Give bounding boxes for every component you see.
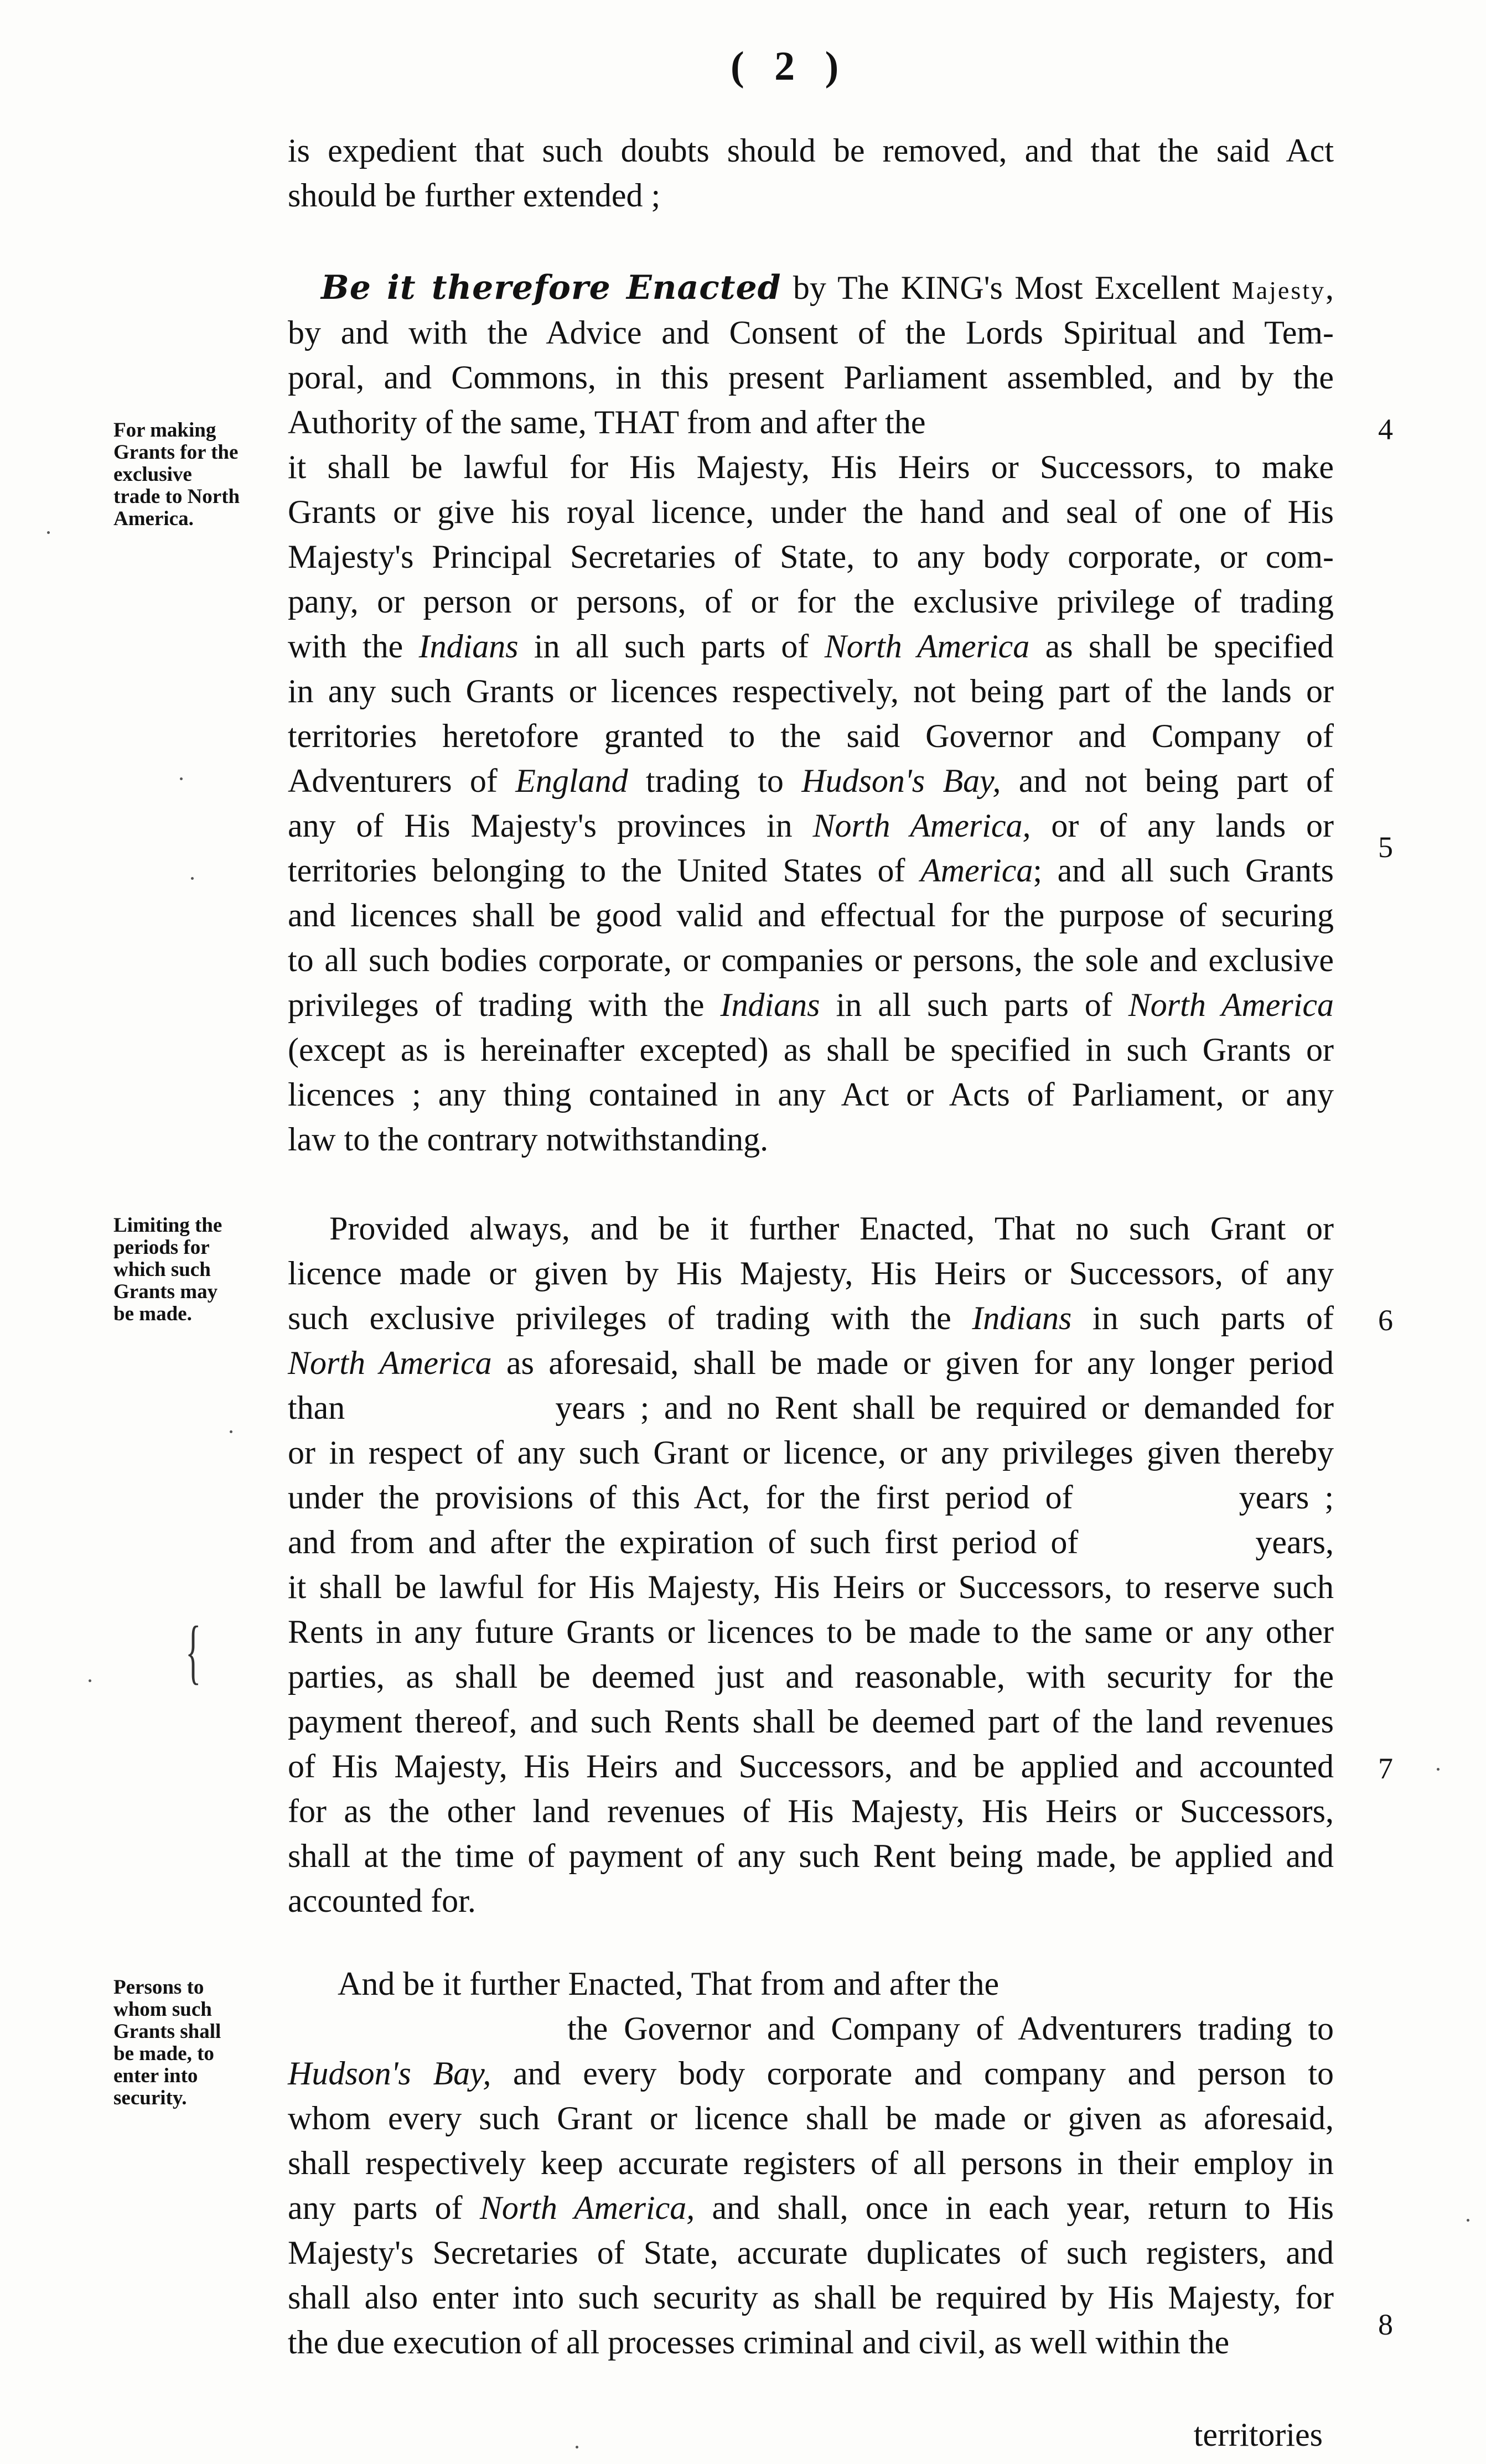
text-line (288, 669, 1334, 714)
text-line (288, 759, 1334, 803)
line-number-7: 7 (1378, 1752, 1393, 1785)
text-line (288, 2275, 1334, 2320)
text-segment: for as the other land revenues of His Majesty, His Heirs or Successors, (288, 1793, 1334, 1829)
text-line (288, 1251, 1334, 1296)
text-segment: poral, and Commons, in this present Parliament assembled, and by the (288, 359, 1334, 396)
text-line (288, 445, 1334, 490)
scan-speck (576, 2446, 578, 2449)
paragraph-enacting-clause (288, 266, 1334, 1162)
text-segment: territories belonging to the United States of (288, 852, 921, 889)
text-segment: years, (1255, 1524, 1334, 1560)
text-segment: it shall be lawful for His Majesty, His Heirs or Successors, to make (288, 449, 1334, 485)
text-segment: North America (288, 1345, 492, 1381)
text-segment: any parts of (288, 2190, 480, 2226)
text-line (288, 624, 1334, 669)
text-line (288, 983, 1334, 1028)
text-segment: whom every such Grant or licence shall be made or given as aforesaid, (288, 2100, 1334, 2136)
text-segment: Majesty's Principal Secretaries of State, to any body corporate, or com- (288, 538, 1334, 575)
text-segment: years ; and no Rent shall be required or demanded for (555, 1389, 1334, 1426)
text-segment: shall at the time of payment of any such Rent being made, be applied and (288, 1838, 1334, 1874)
text-segment: it shall be lawful for His Majesty, His Heirs or Successors, to reserve such (288, 1569, 1334, 1605)
text-segment: any of His Majesty's provinces in (288, 807, 813, 844)
text-line (288, 400, 1334, 445)
text-segment: ; and all such Grants (1033, 852, 1334, 889)
text-line (288, 2230, 1334, 2275)
text-segment: Provided always, and be it further Enacted, That no such Grant or (329, 1210, 1334, 1247)
text-line (288, 173, 1334, 218)
text-line (288, 1834, 1334, 1879)
printed-brace-mark: { (185, 1612, 201, 1692)
text-segment: Hudson's Bay, (288, 2055, 491, 2092)
text-line (288, 2186, 1334, 2230)
text-line (288, 1072, 1334, 1117)
text-line (288, 579, 1334, 624)
scan-speck (1467, 2219, 1469, 2222)
text-line (288, 1654, 1334, 1699)
text-segment: shall also enter into such security as shall be required by His Majesty, for (288, 2279, 1334, 2316)
margin-note-security (113, 1977, 291, 2109)
text-segment: such exclusive privileges of trading with the (288, 1300, 972, 1336)
line-number-8: 8 (1378, 2308, 1393, 2341)
margin-note-line: trade to North (113, 485, 240, 508)
margin-note-line: Persons to (113, 1976, 204, 1999)
text-segment: North America (1128, 987, 1334, 1023)
text-segment: payment thereof, and such Rents shall be deemed part of the land revenues (288, 1703, 1334, 1740)
text-line (288, 1962, 1334, 2006)
text-line (288, 938, 1334, 983)
text-segment: Majesty's Secretaries of State, accurate duplicates of such registers, and (288, 2234, 1334, 2271)
margin-note-line: Limiting the (113, 1214, 222, 1237)
margin-note-line: America. (113, 507, 194, 530)
text-line (288, 2320, 1334, 2365)
text-segment: , (1326, 269, 1334, 306)
text-segment: and shall, once in each year, return to His (695, 2190, 1334, 2226)
text-line (288, 893, 1334, 938)
text-segment: and licences shall be good valid and effectual for the purpose of securing (288, 897, 1334, 933)
line-number-4: 4 (1378, 413, 1393, 446)
text-line (288, 1565, 1334, 1610)
text-line (288, 1475, 1334, 1520)
catchword: territories (1193, 2416, 1323, 2453)
text-segment: the due execution of all processes criminal and civil, as well within the (288, 2324, 1230, 2361)
text-segment: and every body corporate and company and person to (491, 2055, 1334, 2092)
text-segment: America (920, 852, 1033, 889)
margin-note-line: which such (113, 1258, 211, 1281)
text-line (288, 2096, 1334, 2141)
margin-note-line: whom such (113, 1998, 212, 2021)
text-segment: accounted for. (288, 1882, 476, 1919)
text-segment: Indians (972, 1300, 1072, 1336)
text-segment: Indians (720, 987, 820, 1023)
text-segment: in all such parts of (820, 987, 1128, 1023)
text-line (288, 1430, 1334, 1475)
text-line (288, 266, 1334, 310)
text-segment: is expedient that such doubts should be removed, and that the said Act (288, 132, 1334, 169)
text-segment: in such parts of (1071, 1300, 1334, 1336)
text-segment: in any such Grants or licences respectively, not being part of the lands or (288, 673, 1334, 709)
text-segment: and from and after the expiration of such first period of (288, 1524, 1079, 1560)
text-segment: Authority of the same, THAT from and after the (288, 404, 926, 440)
text-line (288, 1341, 1334, 1386)
text-segment: (except as is hereinafter excepted) as shall be specified in such Grants or (288, 1031, 1334, 1068)
text-segment: trading to (628, 762, 802, 799)
text-segment: of His Majesty, His Heirs and Successors, and be applied and accounted (288, 1748, 1334, 1785)
text-segment: as aforesaid, shall be made or given for any longer period (491, 1345, 1334, 1381)
text-segment: by and with the Advice and Consent of the Lords Spiritual and Tem- (288, 314, 1334, 351)
text-segment: years ; (1239, 1479, 1334, 1516)
margin-note-grant-periods (113, 1215, 291, 1325)
text-segment: with the (288, 628, 419, 665)
text-segment: Adventurers of (288, 762, 516, 799)
text-segment: North America, (812, 807, 1031, 844)
scan-speck (1437, 1768, 1440, 1771)
scan-speck (89, 1679, 91, 1682)
text-line (288, 1610, 1334, 1654)
text-line (288, 1744, 1334, 1789)
scan-speck (180, 777, 183, 780)
line-number-6: 6 (1378, 1304, 1393, 1337)
text-line (288, 1789, 1334, 1834)
text-segment: pany, or person or persons, of or for the exclusive privilege of trading (288, 583, 1334, 620)
margin-note-line: security. (113, 2087, 187, 2109)
text-segment: the Governor and Company of Adventurers trading to (567, 2010, 1334, 2047)
text-segment: shall respectively keep accurate registers of all persons in their employ in (288, 2145, 1334, 2181)
text-line (288, 1028, 1334, 1072)
text-segment: Be it therefore Enacted (321, 268, 781, 307)
scan-speck (191, 877, 194, 880)
margin-note-line: Grants for the (113, 441, 239, 464)
text-segment: in all such parts of (518, 628, 825, 665)
text-segment: North America, (479, 2190, 695, 2226)
text-segment: licence made or given by His Majesty, His Heirs or Successors, of any (288, 1255, 1334, 1291)
margin-note-line: be made, to (113, 2042, 214, 2065)
text-segment: territories heretofore granted to the said Governor and Company of (288, 718, 1334, 754)
text-segment: Grants or give his royal licence, under the hand and seal of one of His (288, 494, 1334, 530)
text-segment: to all such bodies corporate, or companies or persons, the sole and exclusive (288, 942, 1334, 978)
text-line (288, 310, 1334, 355)
text-line (288, 355, 1334, 400)
text-line (288, 803, 1334, 848)
text-segment: or of any lands or (1031, 807, 1334, 844)
text-segment: Indians (418, 628, 519, 665)
text-line (288, 848, 1334, 893)
text-line (288, 2006, 1334, 2051)
text-line (288, 128, 1334, 173)
text-line (288, 535, 1334, 579)
scan-speck (230, 1430, 232, 1433)
paragraph-preamble-end (288, 128, 1334, 218)
text-line (288, 1879, 1334, 1923)
text-segment: as shall be specified (1029, 628, 1334, 665)
text-segment: North America (824, 628, 1030, 665)
text-segment: licences ; any thing contained in any Act or Acts of Parliament, or any (288, 1076, 1334, 1113)
text-segment: parties, as shall be deemed just and reasonable, with security for the (288, 1658, 1334, 1695)
text-line (288, 1296, 1334, 1341)
text-segment: should be further extended ; (288, 177, 661, 214)
text-segment: Hudson's Bay, (801, 762, 1001, 799)
margin-note-line: Grants may (113, 1280, 218, 1303)
text-segment: under the provisions of this Act, for the first period of (288, 1479, 1073, 1516)
margin-note-line: be made. (113, 1303, 192, 1325)
margin-note-line: periods for (113, 1236, 210, 1259)
margin-note-exclusive-trade (113, 419, 291, 530)
text-segment: England (515, 762, 628, 799)
text-line (288, 1206, 1334, 1251)
line-number-5: 5 (1378, 831, 1393, 864)
text-segment: by The KING's Most Excellent (781, 269, 1232, 306)
paragraph-registers-security (288, 1962, 1334, 2365)
text-line (288, 2141, 1334, 2186)
margin-note-line: exclusive (113, 463, 192, 486)
text-segment: or in respect of any such Grant or licence, or any privileges given thereby (288, 1434, 1334, 1471)
text-line (288, 714, 1334, 759)
text-line (288, 2051, 1334, 2096)
text-line (288, 1117, 1334, 1162)
text-segment: law to the contrary notwithstanding. (288, 1121, 769, 1158)
text-segment: and not being part of (1001, 762, 1334, 799)
margin-note-line: enter into (113, 2064, 198, 2087)
text-line (288, 1520, 1334, 1565)
text-segment: And be it further Enacted, That from and after the (338, 1965, 1000, 2002)
text-line (288, 490, 1334, 535)
text-segment: than (288, 1389, 345, 1426)
text-line (288, 1386, 1334, 1430)
text-segment: Rents in any future Grants or licences to be made to the same or any other (288, 1614, 1334, 1650)
text-segment: privileges of trading with the (288, 987, 721, 1023)
text-line (288, 1699, 1334, 1744)
text-segment: Majesty (1231, 276, 1326, 304)
page-number: ( 2 ) (731, 44, 849, 89)
paragraph-grant-periods (288, 1206, 1334, 1923)
scan-speck (47, 531, 50, 534)
margin-note-line: For making (113, 419, 216, 442)
margin-note-line: Grants shall (113, 2020, 221, 2043)
